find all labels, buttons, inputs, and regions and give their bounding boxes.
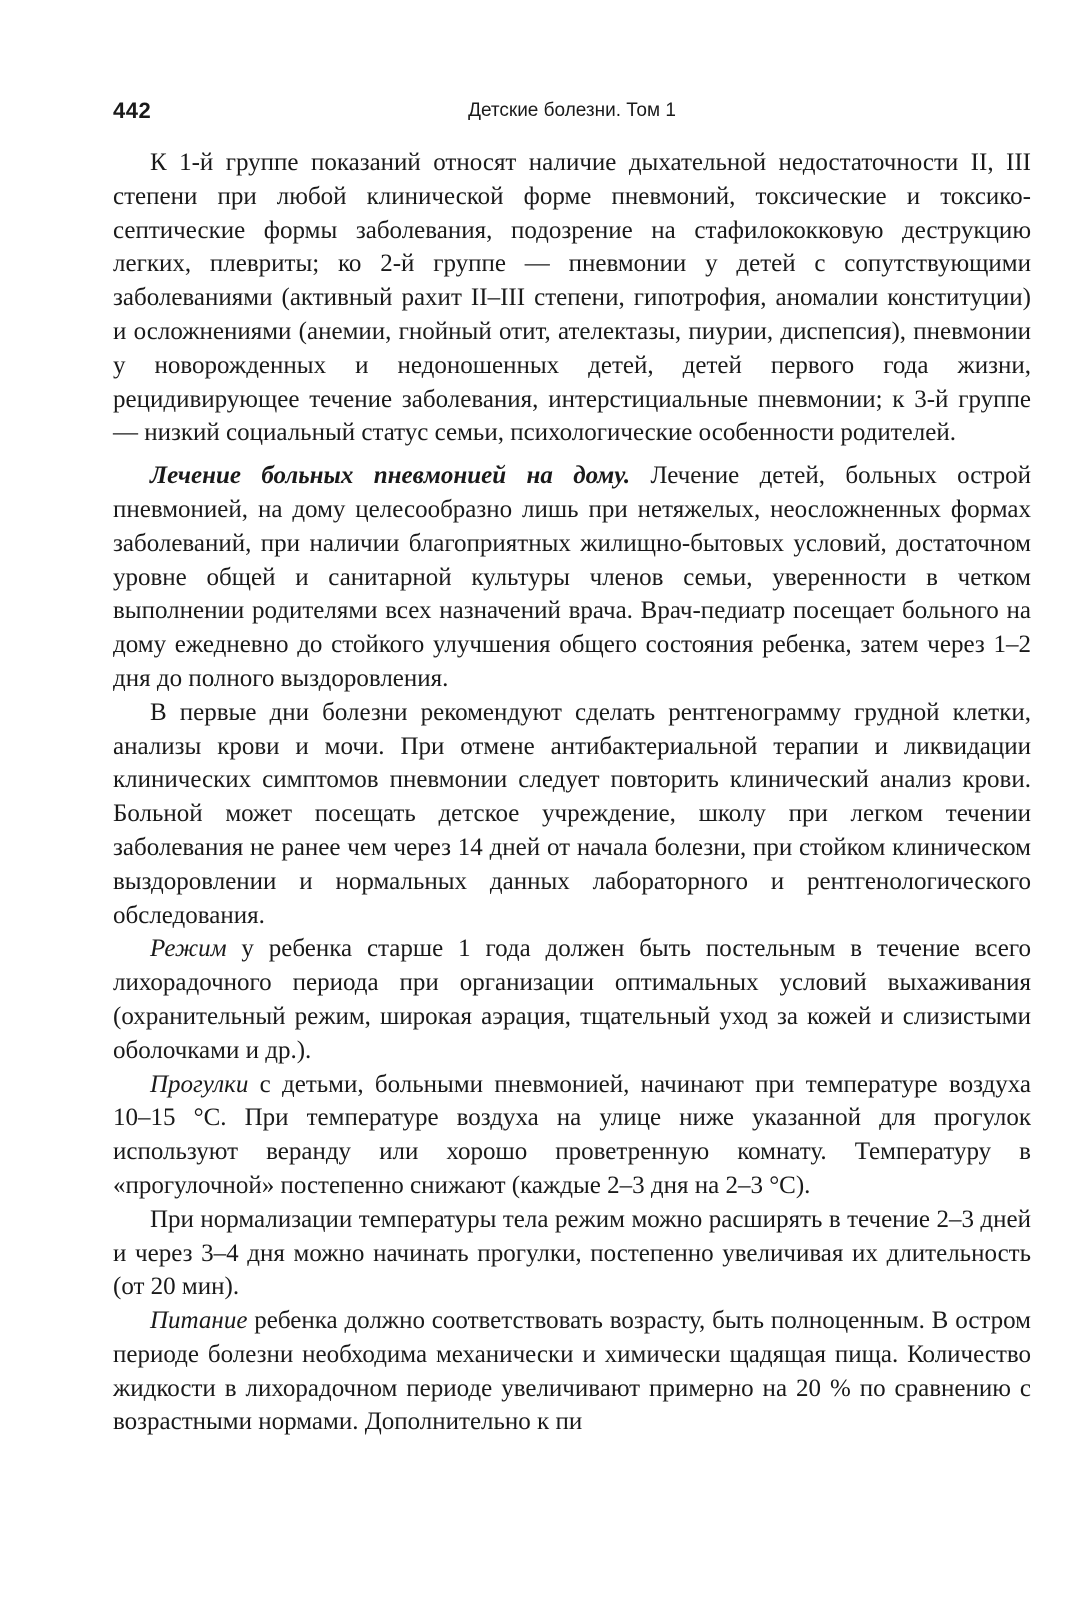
paragraph-nutrition xyxy=(113,1304,1031,1439)
paragraph-text: При нормализации температуры тела режим можно расширять в течение 2–3 дней и через 3–4 дня можно начинать прогулки, постепенно увеличивая их длительность (от 20 мин). xyxy=(113,1205,1031,1301)
paragraph-text: с детьми, больными пневмонией, начинают при температуре воздуха 10–15 °С. При температуре воздуха на улице ниже указанной для прогулок используют веранду или хорошо проветренную комнату. Температуру в «прогулочной» постепенно снижают (каждые 2–3 дня на 2–3 °С). xyxy=(113,1070,1031,1199)
book-page xyxy=(113,92,1031,1439)
run-in-term: Режим xyxy=(150,935,227,963)
paragraph-regimen xyxy=(113,932,1031,1067)
paragraph-normalization xyxy=(113,1203,1031,1304)
paragraph-text: ребенка должно соответствовать возрасту, быть полноценным. В остром периоде болезни необходима механически и химически щадящая пища. Количество жидкости в лихорадочном периоде увеличивают примерно на 20 % по сравнению с возрастными нормами. Дополнительно к пи xyxy=(113,1307,1031,1436)
paragraph-text: у ребенка старше 1 года должен быть постельным в течение всего лихорадочного периода при организации оптимальных условий выхаживания (охранительный режим, широкая аэрация, тщательный уход за кожей и слизистыми оболочками и др.). xyxy=(113,935,1031,1064)
paragraph-home-treatment xyxy=(113,459,1031,696)
running-title: Детские болезни. Том 1 xyxy=(468,100,676,121)
page-number: 442 xyxy=(113,98,152,123)
paragraph-text: В первые дни болезни рекомендуют сделать рентгенограмму грудной клетки, анализы крови и мочи. При отмене антибактериальной терапии и ликвидации клинических симптомов пневмонии следует повторить клинический анализ крови. Больной может посещать детское учреждение, школу при легком течении заболевания не ранее чем через 14 дней от начала болезни, при стойком клиническом выздоровлении и нормальных данных лабораторного и рентгенологического обследования. xyxy=(113,698,1031,929)
paragraph-text: Лечение детей, больных острой пневмонией, на дому целесообразно лишь при нетяжелых, неосложненных формах заболеваний, при наличии благоприятных жилищно-бытовых условий, достаточном уровне общей и санитарной культуры членов семьи, уверенности в четком выполнении родителями всех назначений врача. Врач-педиатр посещает больного на дому ежедневно до стойкого улучшения общего состояния ребенка, затем через 1–2 дня до полного выздоровления. xyxy=(113,462,1031,692)
paragraph-walks xyxy=(113,1068,1031,1203)
paragraph-text: К 1-й группе показаний относят наличие дыхательной недостаточности II, III степени при любой клинической форме пневмоний, токсические и токсико-септические формы заболевания, подозрение на стафилококковую деструкцию легких, плевриты; ко 2-й группе — пневмонии у детей с сопутствующими заболеваниями (активный рахит II–III степени, гипотрофия, аномалии конституции) и осложнениями (анемии, гнойный отит, ателектазы, пиурии, диспепсия), пневмонии у новорожденных и недоношенных детей, детей первого года жизни, рецидивирующее течение заболевания, интерстициальные пневмонии; к 3-й группе — низкий социальный статус семьи, психологические особенности родителей. xyxy=(113,149,1031,447)
run-in-term: Питание xyxy=(150,1307,248,1335)
running-head xyxy=(113,92,1031,132)
paragraph-indications xyxy=(113,146,1031,450)
body-text xyxy=(113,146,1031,1439)
run-in-heading: Лечение больных пневмонией на дому. xyxy=(150,462,631,490)
run-in-term: Прогулки xyxy=(150,1070,249,1098)
paragraph-first-days xyxy=(113,696,1031,933)
